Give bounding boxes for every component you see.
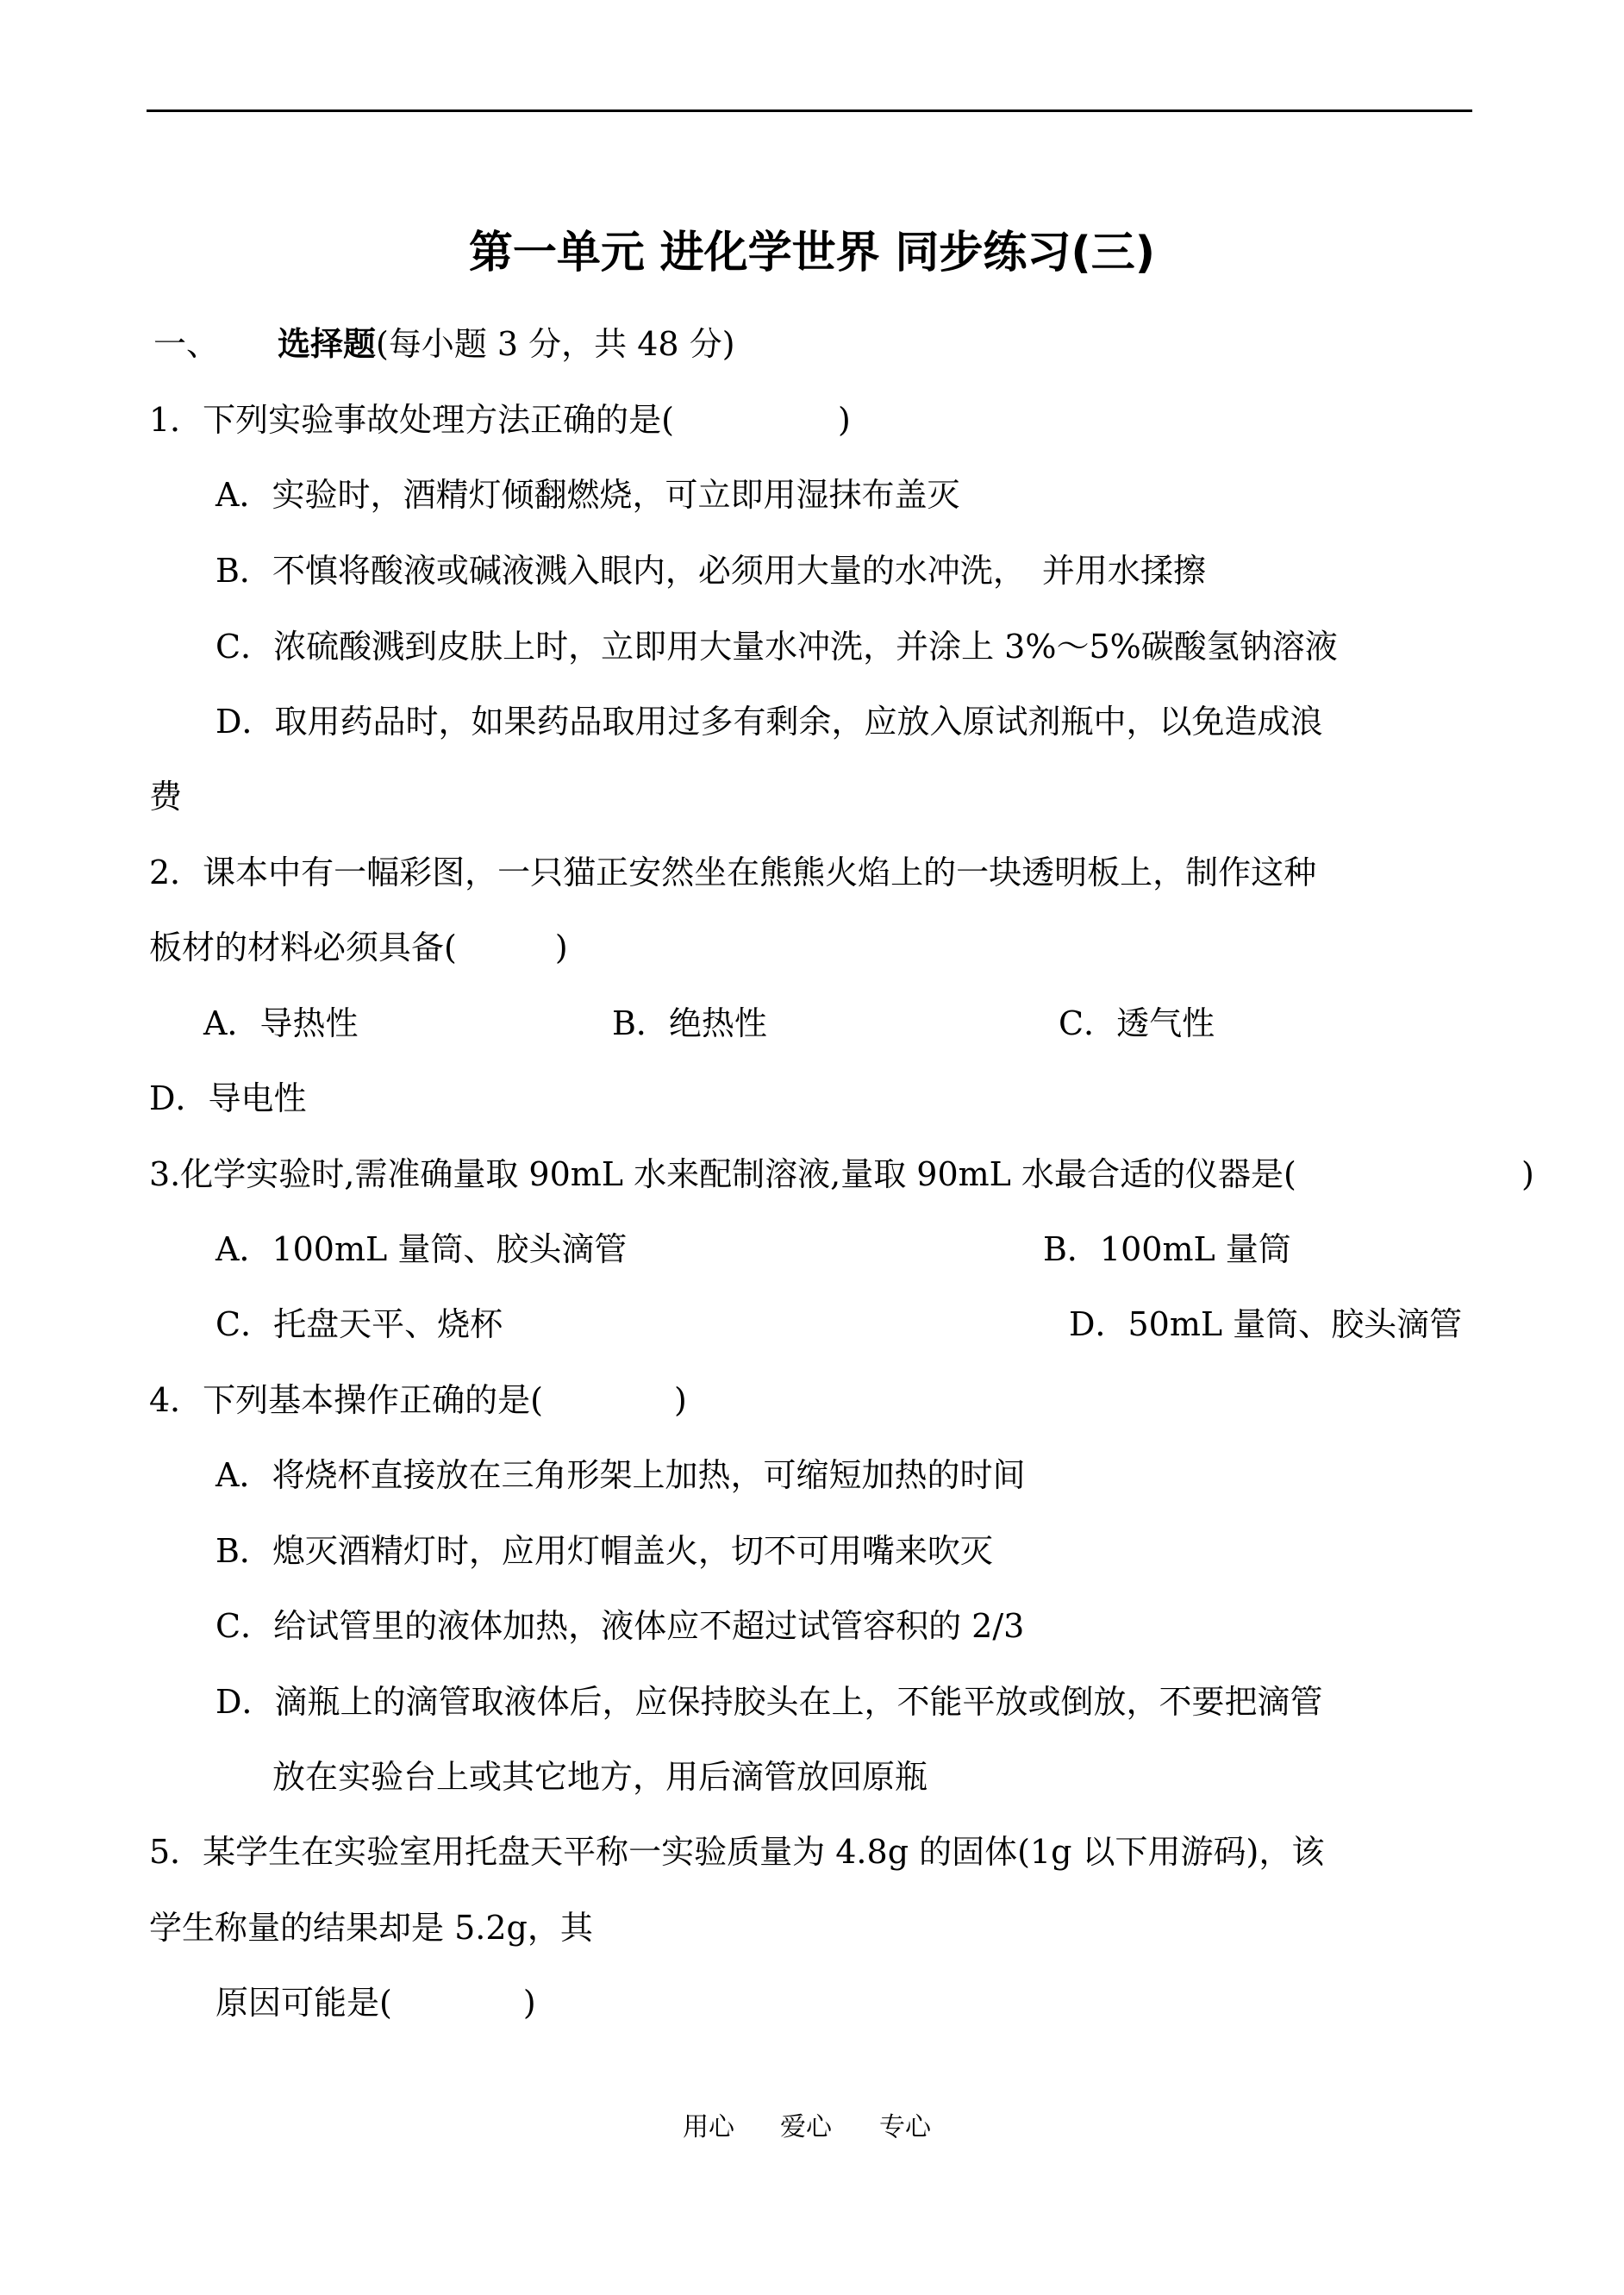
question-3-option-d: D．50mL 量筒、胶头滴管 bbox=[1069, 1305, 1463, 1343]
question-5-stem-line-1: 5．某学生在实验室用托盘天平称一实验质量为 4.8g 的固体(1g 以下用游码)，该 bbox=[149, 1833, 1325, 1871]
section-number: 一、 bbox=[153, 325, 220, 363]
question-2-option-d: D．导电性 bbox=[149, 1079, 307, 1117]
question-5-stem-line-3: 原因可能是( ) bbox=[215, 1984, 536, 2022]
section-title-note: (每小题 3 分，共 48 分) bbox=[376, 325, 735, 363]
question-3-option-b: B．100mL 量筒 bbox=[1043, 1230, 1291, 1268]
question-1-option-d: D．取用药品时，如果药品取用过多有剩余，应放入原试剂瓶中，以免造成浪 bbox=[215, 703, 1323, 741]
question-4-option-d: D．滴瓶上的滴管取液体后，应保持胶头在上，不能平放或倒放，不要把滴管 bbox=[215, 1683, 1323, 1721]
footer-text-1: 用心 bbox=[683, 2112, 734, 2142]
question-2-option-a: A．导热性 bbox=[203, 1004, 359, 1042]
question-1-stem: 1．下列实验事故处理方法正确的是( ) bbox=[149, 401, 851, 439]
question-2-stem-line-2: 板材的材料必须具备( ) bbox=[149, 929, 568, 966]
question-1-option-c: C．浓硫酸溅到皮肤上时，立即用大量水冲洗，并涂上 3%～5%碳酸氢钠溶液 bbox=[215, 628, 1338, 666]
header-rule bbox=[147, 109, 1472, 112]
question-1-option-b: B．不慎将酸液或碱液溅入眼内，必须用大量的水冲洗， 并用水揉擦 bbox=[215, 552, 1206, 590]
section-title bbox=[278, 322, 735, 366]
question-3-stem-close: ) bbox=[1521, 1155, 1534, 1193]
question-3-option-a: A．100mL 量筒、胶头滴管 bbox=[215, 1230, 628, 1268]
question-1-option-d-wrap: 费 bbox=[149, 778, 183, 816]
question-2-stem-line-1: 2．课本中有一幅彩图，一只猫正安然坐在熊熊火焰上的一块透明板上，制作这种 bbox=[149, 854, 1317, 891]
question-2-option-c: C．透气性 bbox=[1059, 1004, 1215, 1042]
page-title: 第一单元 进化学世界 同步练习(三) bbox=[468, 228, 1156, 278]
question-4-option-b: B．熄灭酒精灯时，应用灯帽盖火，切不可用嘴来吹灭 bbox=[215, 1532, 993, 1570]
question-3-option-c: C．托盘天平、烧杯 bbox=[215, 1305, 503, 1343]
question-4-option-d-wrap: 放在实验台上或其它地方，用后滴管放回原瓶 bbox=[272, 1758, 928, 1796]
question-5-stem-line-2: 学生称量的结果却是 5.2g，其 bbox=[149, 1909, 593, 1947]
question-4-option-c: C．给试管里的液体加热，液体应不超过试管容积的 2/3 bbox=[215, 1607, 1025, 1645]
question-3-stem: 3.化学实验时,需准确量取 90mL 水来配制溶液,量取 90mL 水最合适的仪器是( bbox=[149, 1155, 1296, 1193]
question-4-stem: 4．下列基本操作正确的是( ) bbox=[149, 1381, 687, 1419]
question-4-option-a: A．将烧杯直接放在三角形架上加热，可缩短加热的时间 bbox=[215, 1456, 1026, 1494]
footer-text-3: 专心 bbox=[879, 2112, 931, 2142]
question-2-option-b: B．绝热性 bbox=[612, 1004, 767, 1042]
footer-text-2: 爱心 bbox=[780, 2112, 832, 2142]
question-1-option-a: A．实验时，酒精灯倾翻燃烧，可立即用湿抹布盖灭 bbox=[215, 476, 960, 514]
section-title-bold: 选择题 bbox=[278, 325, 377, 363]
